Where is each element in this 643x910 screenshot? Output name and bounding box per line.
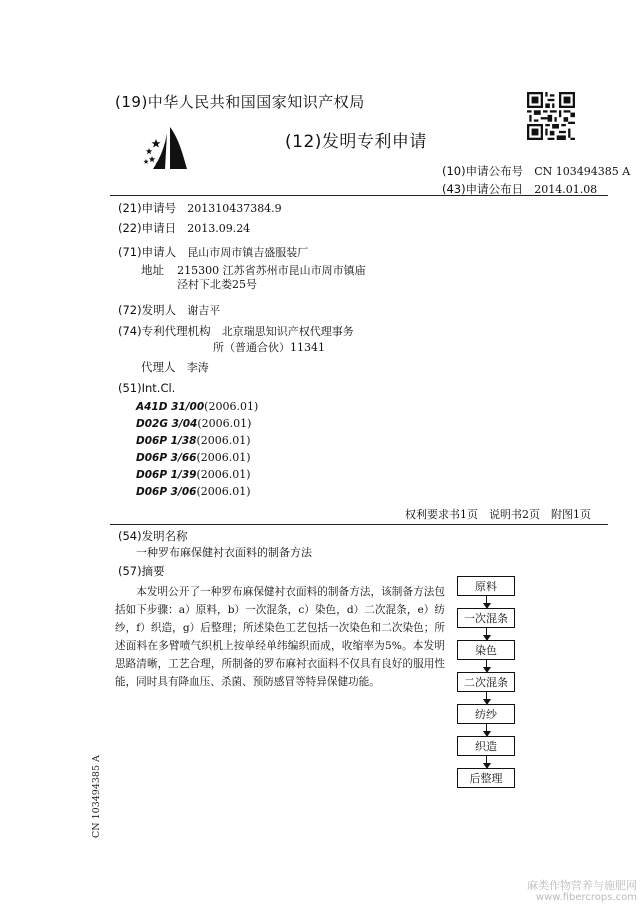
side-publication-number: CN 103494385 A bbox=[91, 755, 102, 838]
ipc-entry: D06P 3/06(2006.01) bbox=[136, 485, 251, 498]
office-title: (19)中华人民共和国国家知识产权局 bbox=[115, 93, 365, 111]
watermark-line1: 麻类作物营养与施肥网 bbox=[527, 879, 637, 892]
filing-date: (22)申请日 2013.09.24 bbox=[118, 221, 251, 235]
application-number: (21)申请号 201310437384.9 bbox=[118, 201, 282, 215]
flow-step-box: 染色 bbox=[457, 640, 515, 660]
abstract-label: (57)摘要 bbox=[118, 564, 165, 578]
publication-date: (43)申请公布日 2014.01.08 bbox=[442, 182, 598, 196]
applicant: (71)申请人 昆山市周市镇吉盛服装厂 bbox=[118, 245, 309, 259]
ipc-entry: D06P 3/66(2006.01) bbox=[136, 451, 251, 464]
address: 地址 215300 江苏省苏州市昆山市周市镇庙 bbox=[141, 263, 366, 277]
flow-step-box: 后整理 bbox=[457, 768, 515, 788]
ipc-entry: A41D 31/00(2006.01) bbox=[136, 400, 259, 413]
publication-number: (10)申请公布号 CN 103494385 A bbox=[442, 164, 631, 178]
flow-arrow bbox=[486, 628, 487, 635]
abstract-text: 本发明公开了一种罗布麻保健衬衣面料的制备方法，该制备方法包括如下步骤：a）原料，b）一次混条，c）染色，d）二次混条，e）纺纱，f）织造，g）后整理；所述染色工艺包括一次染色和二次染色；所述面料在多臂喷气织机上按单经单纬编织而成，收缩率为5%。本发明思路清晰，工艺合理，所制备的罗布麻衬衣面料不仅具有良好的服用性能，同时具有降血压、杀菌、预防感冒等特异保健功能。 bbox=[115, 586, 445, 689]
watermark-line2: www.fibercrops.com bbox=[535, 892, 637, 903]
ipc-entry: D06P 1/39(2006.01) bbox=[136, 468, 251, 481]
invention-title: 一种罗布麻保健衬衣面料的制备方法 bbox=[136, 546, 312, 559]
patent-agency-line2: 所（普通合伙）11341 bbox=[213, 341, 325, 354]
agent: 代理人 李涛 bbox=[141, 360, 209, 374]
invention-title-label: (54)发明名称 bbox=[118, 529, 188, 543]
pages-info: 权利要求书1页 说明书2页 附图1页 bbox=[405, 508, 591, 521]
flow-arrow bbox=[486, 724, 487, 731]
divider-bottom bbox=[110, 524, 608, 525]
divider-top bbox=[110, 195, 608, 196]
int-cl-label: (51)Int.Cl. bbox=[118, 381, 176, 395]
flow-step-box: 原料 bbox=[457, 576, 515, 596]
address-line2: 泾村下北娄25号 bbox=[177, 278, 257, 291]
flow-step-box: 纺纱 bbox=[457, 704, 515, 724]
patent-agency: (74)专利代理机构 北京瑞思知识产权代理事务 bbox=[118, 324, 354, 338]
qr-code-icon bbox=[527, 92, 575, 140]
sipo-logo-icon bbox=[143, 125, 193, 173]
inventor: (72)发明人 谢吉平 bbox=[118, 303, 221, 317]
document-type: (12)发明专利申请 bbox=[285, 132, 427, 152]
ipc-entry: D06P 1/38(2006.01) bbox=[136, 434, 251, 447]
flow-step-box: 二次混条 bbox=[457, 672, 515, 692]
flow-arrow bbox=[486, 756, 487, 763]
flow-arrow bbox=[486, 692, 487, 699]
flow-arrow bbox=[486, 596, 487, 603]
watermark bbox=[527, 880, 637, 904]
ipc-entry: D02G 3/04(2006.01) bbox=[136, 417, 252, 430]
flow-arrow bbox=[486, 660, 487, 667]
flow-step-box: 织造 bbox=[457, 736, 515, 756]
flow-step-box: 一次混条 bbox=[457, 608, 515, 628]
